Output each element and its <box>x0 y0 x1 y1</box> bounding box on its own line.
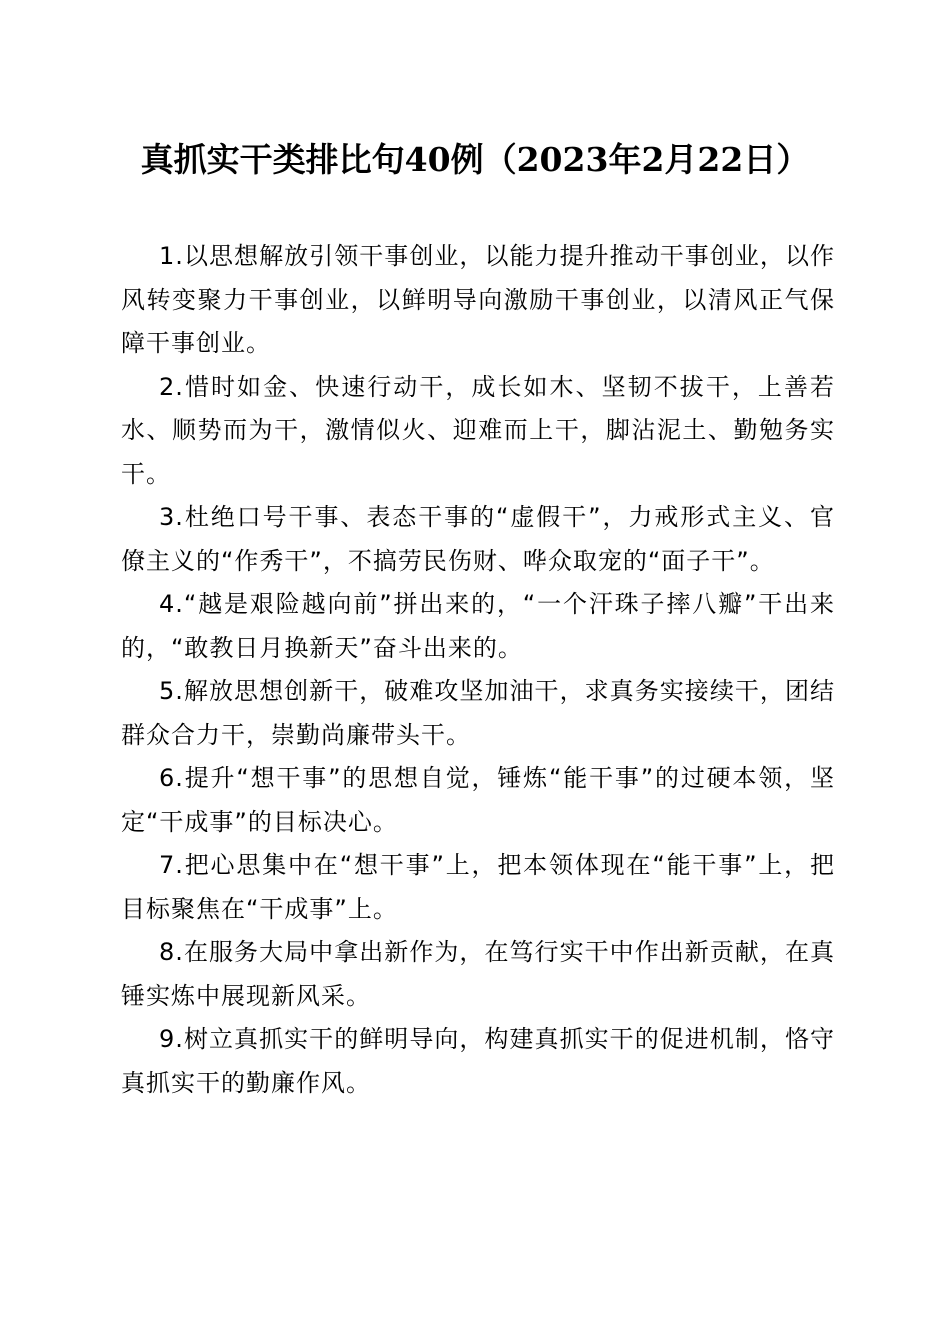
paragraph-4: 4.“越是艰险越向前”拼出来的，“一个汗珠子摔八瓣”干出来的，“敢教日月换新天”奋斗出来的。 <box>121 590 835 662</box>
paragraph-3: 3.杜绝口号干事、表态干事的“虚假干”，力戒形式主义、官僚主义的“作秀干”，不搞劳民伤财、哗众取宠的“面子干”。 <box>121 503 835 575</box>
paragraph-2: 2.惜时如金、快速行动干，成长如木、坚韧不拔干，上善若水、顺势而为干，激情似火、迎难而上干，脚沾泥土、勤勉务实干。 <box>121 372 835 488</box>
paragraph-1: 1.以思想解放引领干事创业，以能力提升推动干事创业，以作风转变聚力干事创业，以鲜明导向激励干事创业，以清风正气保障干事创业。 <box>121 242 835 357</box>
paragraph-9: 9.树立真抓实干的鲜明导向，构建真抓实干的促进机制，恪守真抓实干的勤廉作风。 <box>121 1025 835 1097</box>
document-body <box>121 235 835 1105</box>
paragraph-8: 8.在服务大局中拿出新作为，在笃行实干中作出新贡献，在真锤实炼中展现新风采。 <box>121 938 835 1010</box>
document-title: 真抓实干类排比句40例（2023年2月22日） <box>140 140 810 179</box>
paragraph-7: 7.把心思集中在“想干事”上，把本领体现在“能干事”上，把目标聚焦在“干成事”上。 <box>121 851 835 923</box>
paragraph-6: 6.提升“想干事”的思想自觉，锤炼“能干事”的过硬本领，坚定“干成事”的目标决心。 <box>121 764 835 836</box>
paragraph-5: 5.解放思想创新干，破难攻坚加油干，求真务实接续干，团结群众合力干，崇勤尚廉带头干。 <box>121 677 835 749</box>
